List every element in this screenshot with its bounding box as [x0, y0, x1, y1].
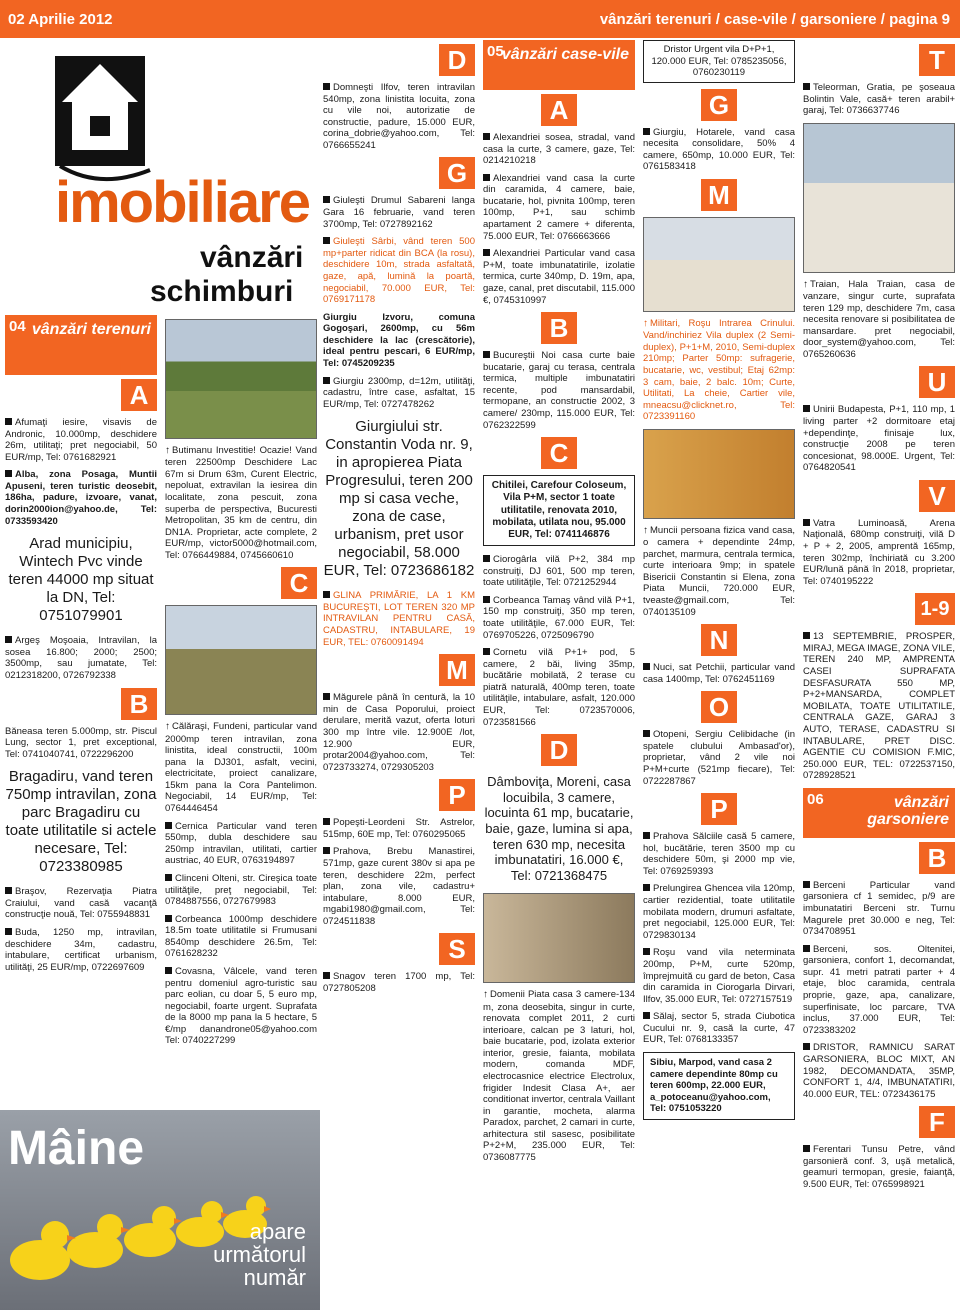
ad-domnesti[interactable] — [323, 82, 475, 151]
bullet-icon — [483, 249, 490, 256]
bullet-icon — [803, 519, 810, 526]
bullet-icon — [483, 648, 490, 655]
section-number: 05 — [487, 43, 504, 60]
vanzari-label: vânzări — [200, 241, 304, 274]
section-title: vânzări garsoniere — [867, 793, 949, 829]
courtyard-photo — [483, 893, 635, 983]
ad-corbeanca-tamas[interactable] — [483, 595, 635, 641]
letter-v2: V — [919, 480, 955, 512]
ad-dristor[interactable]: Dristor Urgent vila D+P+1, 120.000 EUR, Tel: 0785235056, 0760230119 — [643, 40, 795, 83]
ad-brasov[interactable] — [5, 886, 157, 921]
ad-magurele[interactable] — [323, 692, 475, 773]
ad-text: Argeş Moşoaia, Intravilan, la sosea 16.800; 2000; 2500; 3500mp, sau jumatate, Tel: 0212318200, 0726792338 — [5, 635, 157, 681]
ad-text: Corbeanca Tamaş vând vilă P+1, 150 mp construiţi, 350 mp teren, toate utilităţile, 67.000 EUR, Tel: 0769705226, 0725096790 — [483, 594, 635, 641]
ad-text: Alba, zona Posaga, Muntii Apuseni, teren turistic deosebit, 186ha, padure, izvoare, vanat, dorin2000ion@yahoo.de, Tel: 0733593420 — [5, 469, 157, 527]
section-title: vânzări case-vile — [501, 46, 629, 63]
ad-text: 13 SEPTEMBRIE, PROSPER, MIRAJ, MEGA IMAGE, ZONA VILE, TEREN 240 MP, AMPRENTA CASEI SUPRAFATA DESFASURATA 550 MP, P+2+MANSARDA, COMPLET MOBILATA, TOATE UTILITATILE, CENTRALA GAZE, GARAJ 3 AUTO, TERASE, CADASTRU SI INTABULARE, PRET DISC. AGENTIE CU COMISION F.MIC, 250.000 EUR, TEL: 0722537150, 0728928521 — [803, 631, 955, 782]
ad-arad[interactable]: Arad municipiu, Wintech Pvc vinde teren 44000 mp situat la DN, Tel: 0751079901 — [8, 535, 154, 625]
schimburi-label: schimburi — [150, 275, 294, 308]
arrow-up-icon: ↑ — [643, 524, 648, 536]
ad-text: Alexandriei sosea, stradal, vand casa la curte, 3 camere, gaze, Tel: 0214210218 — [483, 132, 635, 167]
ad-dristor-garsoniera[interactable] — [803, 1042, 955, 1100]
ad-vatra-luminoasa[interactable] — [803, 518, 955, 587]
ad-text: Unirii Budapesta, P+1, 110 mp, 1 living parter +2 dormitoare etaj +dependinţe, finisaje lux, construcţie 2008 pe teren concesionat, 98.000E. Urgent, Tel: 0764820541 — [803, 404, 955, 474]
ad-text: Bucureştii Noi casa curte baie bucatarie, garaj cu terasa, centrala termica, multiple imbunatatiri recente, pod mansardabil, termopane, an constructie 2002, 3 camere/ 230mp, 115.000 EUR, Tel: 0762322599 — [483, 350, 635, 431]
letter-1-9: 1-9 — [915, 593, 955, 625]
ad-glina[interactable] — [323, 590, 475, 648]
ad-text: Berceni Particular vand garsoniera cf 1 semidec, p/9 are imbunatatiri Berceni str. Turnu Magurele pret 30.000 e neg, Tel: 0734708951 — [803, 879, 955, 938]
bullet-icon — [165, 822, 172, 829]
arrow-up-icon: ↑ — [643, 318, 648, 330]
bullet-icon — [643, 663, 650, 670]
bullet-icon — [323, 237, 330, 244]
bullet-icon — [323, 377, 330, 384]
arrow-up-icon: ↑ — [165, 721, 170, 733]
section-title: vânzări terenuri — [31, 321, 151, 338]
column-2 — [165, 315, 317, 1105]
ad-butimanu[interactable] — [165, 445, 317, 561]
bullet-icon — [5, 887, 12, 894]
ad-text: Militari, Roşu Intrarea Crinului. Vand/inchiriez Vila duplex (2 Semi-duplex), P+1+M, 2010, Semi-duplex 210mp; Parter 50mp: sufragerie, bucatarie, wc, vestibul; Etaj 62mp: 3 cam, baie, 2 balc. 10m; Curte, Utilitati, La cheie, Cartier vile, mneacsu@clicknet.ro, Tel: 0723391160 — [643, 318, 795, 423]
ad-berceni-1[interactable] — [803, 880, 955, 938]
imobiliare-logo — [0, 40, 316, 310]
ad-text: Afumaţi iesire, visavis de Andronic, 10.000mp, deschidere 26m, utilitaţi; pret negociabil, 50 EUR/mp, Tel: 0761682921 — [5, 417, 157, 463]
ad-clinceni[interactable] — [165, 873, 317, 908]
column-6 — [803, 40, 955, 1310]
bullet-icon — [643, 832, 650, 839]
ad-militari[interactable] — [643, 318, 795, 423]
ad-alexandriei-3[interactable] — [483, 248, 635, 306]
letter-d: D — [439, 44, 475, 76]
ad-ciorogarla[interactable] — [483, 554, 635, 589]
promo-maine: Mâine — [8, 1122, 145, 1175]
arrow-up-icon: ↑ — [803, 278, 808, 290]
ad-text: Giuleşti Drumul Sabareni langa Gara 16 februarie, vand teren 3700mp, Tel: 0727892162 — [323, 195, 475, 230]
promo-text — [213, 1220, 306, 1289]
promo-banner — [0, 1110, 320, 1310]
section-05-badge — [483, 40, 635, 90]
arrow-up-icon: ↑ — [483, 989, 488, 1001]
ad-text: Călăraşi, Fundeni, particular vand 2000mp teren intravilan, zona linistita, ideal constructii, 100m pana la DJ301, asfalt, vecini, electricitate, proiect canalizare, 15km pana la Cora Pantelimon. Negociabil, 14 EUR/mp, Tel: 0764446454 — [165, 721, 317, 815]
ad-alexandriei-1[interactable] — [483, 132, 635, 167]
ad-chitilei[interactable]: Chitilei, Carefour Coloseum, Vila P+M, sector 1 toate utilitatile, renovata 2010, mobilata, utilata nou, 95.000 EUR, Tel: 0741146876 — [483, 475, 635, 546]
ad-dambovita[interactable]: Dâmboviţa, Moreni, casa locuibila, 3 camere, locuinta 61 mp, bucatarie, baie, gaze, lumina si apa, teren 630 mp, necesita imbunatatiri, 16.000 €, Tel: 0721368475 — [484, 774, 634, 883]
bullet-icon — [323, 818, 330, 825]
land-plot-photo — [165, 605, 317, 715]
letter-m: M — [439, 654, 475, 686]
letter-g2: G — [701, 89, 737, 121]
bullet-icon — [803, 881, 810, 888]
ad-teleorman[interactable] — [803, 82, 955, 117]
ad-giulesti-1[interactable] — [323, 195, 475, 230]
ad-text: Alexandriei vand casa la curte din caramida, 4 camere, baie, bucatarie, hol, pivnita 100mp, teren 100mp, P+1, sau schimb apartament 2 camere + diferenta, 75.000 EUR, Tel: 0766663666 — [483, 172, 635, 242]
ad-text: Prelungirea Ghencea vila 120mp, cartier rezidential, toate utilitatile mobilata modern, drumuri asfaltate, pret negociabil, 125.000 EUR, Tel: 0729830134 — [643, 883, 795, 941]
ad-baneasa[interactable]: Băneasa teren 5.000mp, str. Piscul Lung, sector 1, pret exceptional, Tel: 0741040741, 0722296200 — [5, 725, 157, 760]
section-number: 06 — [807, 790, 824, 808]
house-photo — [803, 123, 955, 273]
ad-text: Teleorman, Gratia, pe şoseaua Bolintin Vale, casă+ teren arabil+ garaj, Tel: 0736637746 — [803, 82, 955, 117]
ad-text: Braşov, Rezervaţia Piatra Craiului, vand casă vacanţă construcţie nouă, Tel: 0755948831 — [5, 886, 157, 921]
ad-text: Vatra Luminoasă, Arena Naţională, 680mp construiţi, vilă D + P + 2, 2005, amprentă 165mp, teren 302mp, închiriată cu 3.200 EUR/lună până în 2018, proprietar, Tel: 0740195222 — [803, 517, 955, 587]
ad-giulesti-2[interactable] — [323, 236, 475, 305]
promo-numar: număr — [243, 1265, 306, 1291]
ad-nuci[interactable] — [643, 662, 795, 685]
page-header — [0, 0, 960, 38]
bullet-icon — [803, 83, 810, 90]
bullet-icon — [165, 915, 172, 922]
bullet-icon — [643, 1012, 650, 1019]
letter-n2: N — [701, 624, 737, 656]
ad-prahova-brebu[interactable] — [323, 846, 475, 927]
ad-cornetu[interactable] — [483, 647, 635, 728]
letter-o2: O — [701, 691, 737, 723]
ad-sibiu[interactable]: Sibiu, Marpod, vand casa 2 camere dependinte 80mp cu teren 600mp, 22.000 EUR, a_potoceanu@yahoo.com, Tel: 0751053220 — [643, 1052, 795, 1120]
ad-traian[interactable] — [803, 279, 955, 361]
ad-text: Giurgiu 2300mp, d=12m, utilităţi, cadastru, între case, asfaltat, 15 EUR/mp, Tel: 0727478262 — [323, 375, 475, 410]
ad-text: Covasna, Vâlcele, vand teren pentru domeniul agro-turistic sau parc eolian, cu doar 5, 5 euro mp, negociabil, foarte urgent. Suprafata de la 8000 mp pana la 5 hectare, 5 €/mp danandrone05@yahoo.com Tel: 0740227299 — [165, 965, 317, 1047]
bullet-icon — [483, 596, 490, 603]
bullet-icon — [803, 1043, 810, 1050]
ad-alexandriei-2[interactable] — [483, 173, 635, 242]
ad-text: Ciorogârla vilă P+2, 384 mp construiţi, DJ 601, 500 mp teren, toate utilităţile, Tel: 0721252944 — [483, 554, 635, 589]
bullet-icon — [323, 591, 330, 598]
ad-text: Sălaj, sector 5, strada Ciubotica Cucului nr. 9, casă la curte, 47 EUR, Tel: 0768133357 — [643, 1011, 795, 1046]
ad-prelungirea-ghencea[interactable] — [643, 883, 795, 941]
ad-popesti[interactable] — [323, 817, 475, 840]
ad-snagov[interactable] — [323, 971, 475, 994]
interior-photo — [643, 429, 795, 519]
ad-bucurestii-noi[interactable] — [483, 350, 635, 431]
bullet-icon — [165, 874, 172, 881]
bullet-icon — [323, 196, 330, 203]
ad-calarasi[interactable] — [165, 721, 317, 814]
bullet-icon — [483, 174, 490, 181]
letter-a2: A — [541, 94, 577, 126]
ad-text: Alexandriei Particular vand casa P+M, toate imbunatatirile, izolatie termica, curte 340mp, D. 19m, apa, gaze, canal, pret discutabil, 115.000 €, 0745310997 — [483, 248, 635, 306]
ad-domenii[interactable] — [483, 989, 635, 1163]
ad-rosu[interactable] — [643, 947, 795, 1005]
ad-buda[interactable] — [5, 927, 157, 973]
ad-text: GLINA PRIMĂRIE, LA 1 KM BUCUREŞTI, LOT TEREN 320 MP INTRAVILAN PENTRU CASĂ, CADASTRU, INTABULARE, 19 EUR, TEL: 0760091494 — [323, 590, 475, 648]
page-date: 02 Aprilie 2012 — [8, 11, 113, 28]
bullet-icon — [323, 847, 330, 854]
letter-b: B — [121, 688, 157, 720]
page-section-title: vânzări terenuri / case-vile / garsoniere / pagina 9 — [599, 11, 950, 28]
column-3 — [323, 40, 475, 1310]
ad-text: Snagov teren 1700 mp, Tel: 0727805208 — [323, 971, 475, 995]
bullet-icon — [643, 730, 650, 737]
bullet-icon — [5, 470, 12, 477]
ad-text: Otopeni, Sergiu Celibidache (in spatele clubului Ambasad'or), proprietar, vând 2 vile noi P+M+curte (521mp fiecare), Tel: 0722287867 — [643, 729, 795, 787]
letter-c2: C — [541, 437, 577, 469]
ad-text: Clinceni Olteni, str. Cireşica toate utilităţile, preţ negociabil, Tel: 0784887556, 0727679983 — [165, 872, 317, 908]
ad-giurgiului[interactable]: Giurgiului str. Constantin Voda nr. 9, in apropierea Piata Progresului, teren 200 mp si casa veche, zona de case, urbanism, pret usor negociabil, 58.000 EUR, Tel: 0723686182 — [323, 418, 475, 580]
bullet-icon — [803, 405, 810, 412]
ad-text: Domenii Piata casa 3 camere-134 m, zona deosebita, singur in curte, renovata complet 2011, 2 curti interioare, calcan pe 3 laturi, hol, baie bucatarie, pod, izolata exterior interior, gresie, faianta, mobilata modern, comanda MDF, electrocasnice electrice Electrolux, frigider Indesit Clasa A+, aer conditionat invertor, centrala Vaillant in garantie, mocheta, alarma Paradox, parchet, 2 camari in curte, arhitectura stil sasesc, posibilitate P+2+M, 235.000 EUR, Tel: 0736087775 — [483, 989, 635, 1164]
column-1 — [5, 315, 157, 1105]
ad-giurgiu-izvoru[interactable]: Giurgiu Izvoru, comuna Gogoşari, 2600mp, cu 56m deschidere la lac (crescătorie), ideal pentru pescari, 6 EUR/mp, Tel: 0745209235 — [323, 311, 475, 369]
bullet-icon — [483, 133, 490, 140]
letter-t2: T — [919, 44, 955, 76]
ad-bragadiru[interactable]: Bragadiru, vand teren 750mp intravilan, zona parc Bragadiru cu toate utilitatile si actele necesare, Tel: 0723380985 — [5, 768, 157, 876]
duplex-villa-photo — [643, 217, 795, 312]
promo-apare: apare — [249, 1219, 306, 1244]
ad-unirii[interactable] — [803, 404, 955, 473]
ad-text: Corbeanca 1000mp deschidere 18.5m toate utilitatile si Frumusani 8540mp deschidere 26.5m, Tel: 0761628232 — [165, 913, 317, 960]
section-04-badge — [5, 315, 157, 375]
ad-text: Cornetu vilă P+1+ pod, 5 camere, 2 băi, living 35mp, bucătărie mobilată, 2 terase cu piatră naturală, 400mp teren, toate utilităţile, intabulare, asfalt, 120.000 EUR, Tel: 0723570006, 0723581566 — [483, 647, 635, 728]
ad-berceni-2[interactable] — [803, 944, 955, 1037]
ad-text: Popeşti-Leordeni Str. Astrelor, 515mp, 60E mp, Tel: 0760295065 — [323, 817, 475, 840]
bullet-icon — [803, 945, 810, 952]
ad-text: Prahova Sălciile casă 5 camere, hol, bucătărie, teren 3500 mp cu deschidere 50m, şi 2000 mp vie, Tel: 0769259393 — [643, 831, 795, 877]
ad-salaj[interactable] — [643, 1011, 795, 1046]
column-4 — [483, 40, 635, 1310]
letter-c: C — [281, 567, 317, 599]
ad-text: Domneşti Ilfov, teren intravilan 540mp, zona linistita locuita, zona cu vile noi, autorizatie de constructie, padure, 15.000 EUR, corina_dobrie@yahoo.com, Tel: 0766655241 — [323, 82, 475, 151]
letter-p: P — [439, 779, 475, 811]
column-5 — [643, 40, 795, 1310]
ad-corbeanca[interactable] — [165, 914, 317, 960]
ad-muncii[interactable] — [643, 525, 795, 618]
ad-text: Cernica Particular vand teren 550mp, dubla deschidere sau 250mp intravilan, utilitati, cartier austriac, 40 EUR, 0763194897 — [165, 820, 317, 867]
bullet-icon — [323, 972, 330, 979]
letter-g: G — [439, 157, 475, 189]
letter-b3: B — [919, 842, 955, 874]
arrow-up-icon: ↑ — [165, 445, 170, 456]
bullet-icon — [643, 128, 650, 135]
bullet-icon — [803, 632, 810, 639]
bullet-icon — [323, 693, 330, 700]
letter-a: A — [121, 379, 157, 411]
ad-text: Roşu vand vila neterminata 200mp, P+M, curte 520mp, împrejmuită cu gard de beton, Casa din caramida in Ciorogarla Dirvari, Ilfov, 35.000 EUR, Tel: 0727157519 — [643, 947, 795, 1005]
ad-text: Nuci, sat Petchii, particular vand casa 1400mp, Tel: 0762451169 — [643, 662, 795, 685]
ad-otopeni[interactable] — [643, 729, 795, 787]
lake-field-photo — [165, 319, 317, 439]
ad-ferentari[interactable] — [803, 1144, 955, 1190]
ad-covasna[interactable] — [165, 966, 317, 1047]
letter-u2: U — [919, 366, 955, 398]
ad-13-septembrie[interactable] — [803, 631, 955, 782]
ad-text: Giurgiu, Hotarele, vand casa necesita consolidare, 50% 4 camere, 650mp, 10.000 EUR, Tel: 0761583418 — [643, 126, 795, 173]
ad-text: Butimanu Investitie! Ocazie! Vand teren 22500mp Deschidere Lac 67m si Drum 63m, Curent Electric, nepoluat, extravilan la iesirea din localitate, zona pescuit, zona superba de perspectiva, Bucuresti Metropolitan, 35 km de centru, din DN1A. Proprietar, acte complete, 2 EUR/mp, victor5000@hotmail.com, Tel: 0766449884, 0745660610 — [165, 445, 317, 561]
ad-text: Prahova, Brebu Manastirei, 571mp, gaze curent 380v si apa pe teren, deschidere 22m, perfect plan, zona vile, cadastru+ intabulare, 8.000 EUR, mgabi1980@gmail.com, Tel: 0724511838 — [323, 846, 475, 927]
bullet-icon — [5, 636, 12, 643]
imobiliare-wordmark: imobiliare — [55, 170, 309, 235]
letter-d2: D — [541, 734, 577, 766]
promo-urmatorul: următorul — [213, 1242, 306, 1268]
bullet-icon — [483, 555, 490, 562]
ad-arges[interactable] — [5, 635, 157, 681]
ad-text: Măgurele până în centură, la 10 min de Casa Poporului, proiect derulare, merită vazut, oferta loturi 300 mp între vile. 12.900E /lot, 12.900 EUR, protar2004@yahoo.com, Tel: 0723733274, 0729305203 — [323, 692, 475, 773]
bullet-icon — [323, 83, 330, 90]
section-number: 04 — [9, 318, 26, 335]
ad-afumati[interactable] — [5, 417, 157, 463]
bullet-icon — [803, 1145, 810, 1152]
ad-prahova-salciile[interactable] — [643, 831, 795, 877]
ad-text: Giuleşti Sârbi, vând teren 500 mp+parter ridicat din BCA (la rosu), deschidere 10m, strada asfaltată, gaze, apă, lumină la poartă, negociabil, 70.000 EUR, Tel: 0769171178 — [323, 236, 475, 306]
ad-text: Berceni, sos. Oltenitei, garsoniera, confort 1, decomandat, supr. 41 metri patrati parter + 4 etaje, bloc caramida, centrala proprie, gaze, apa, canalizare, superfinisate, loc parcare, TVA inclus, 37.000 EUR, Tel: 0723383202 — [803, 943, 955, 1036]
ad-text: Buda, 1250 mp, intravilan, deschidere 34m, cadastru, intabulare, certificat urbanism, utilităţi, 25 EUR/mp, 0722697609 — [5, 926, 157, 973]
bullet-icon — [643, 948, 650, 955]
ad-cernica[interactable] — [165, 821, 317, 867]
bullet-icon — [643, 884, 650, 891]
bullet-icon — [165, 967, 172, 974]
ad-text: Traian, Hala Traian, casa de vanzare, singur curte, suprafata teren 129 mp, deschidere 7m, casa necesita renovare si posibilitatea de mansardare. pret negociabil, door_system@yahoo.com, Tel: 0765260636 — [803, 278, 955, 360]
ad-text: Ferentari Tunsu Petre, vând garsonieră conf. 3, uşă metalică, geamuri termopan, gresie, faianţă, 9.500 EUR, Tel: 0765998921 — [803, 1144, 955, 1190]
letter-m2: M — [701, 179, 737, 211]
bullet-icon — [483, 351, 490, 358]
section-06-badge — [803, 788, 955, 838]
letter-f3: F — [919, 1106, 955, 1138]
ad-alba[interactable] — [5, 469, 157, 527]
letter-p2: P — [701, 793, 737, 825]
bullet-icon — [5, 928, 12, 935]
letter-b2: B — [541, 312, 577, 344]
ad-giurgiu[interactable] — [323, 376, 475, 411]
letter-s: S — [439, 933, 475, 965]
bullet-icon — [5, 418, 12, 425]
ad-text: DRISTOR, RAMNICU SARAT GARSONIERA, BLOC MIXT, AN 1982, DECOMANDATA, 35MP, CONFORT 1, 4/4, IMBUNATATIRI, 40.000 EUR, TEL: 0723436175 — [803, 1042, 955, 1100]
ad-giurgiu-hotarele[interactable] — [643, 127, 795, 173]
ad-text: Muncii persoana fizica vand casa, o camera + dependinte 24mp, parchet, marmura, centrala termica, curte interioara 9mp; in spatele Bisericii Constantin si Elena, zona Piata Muncii, 720.000 EUR, tveaste@gmail.com, Tel: 0740135109 — [643, 524, 795, 618]
